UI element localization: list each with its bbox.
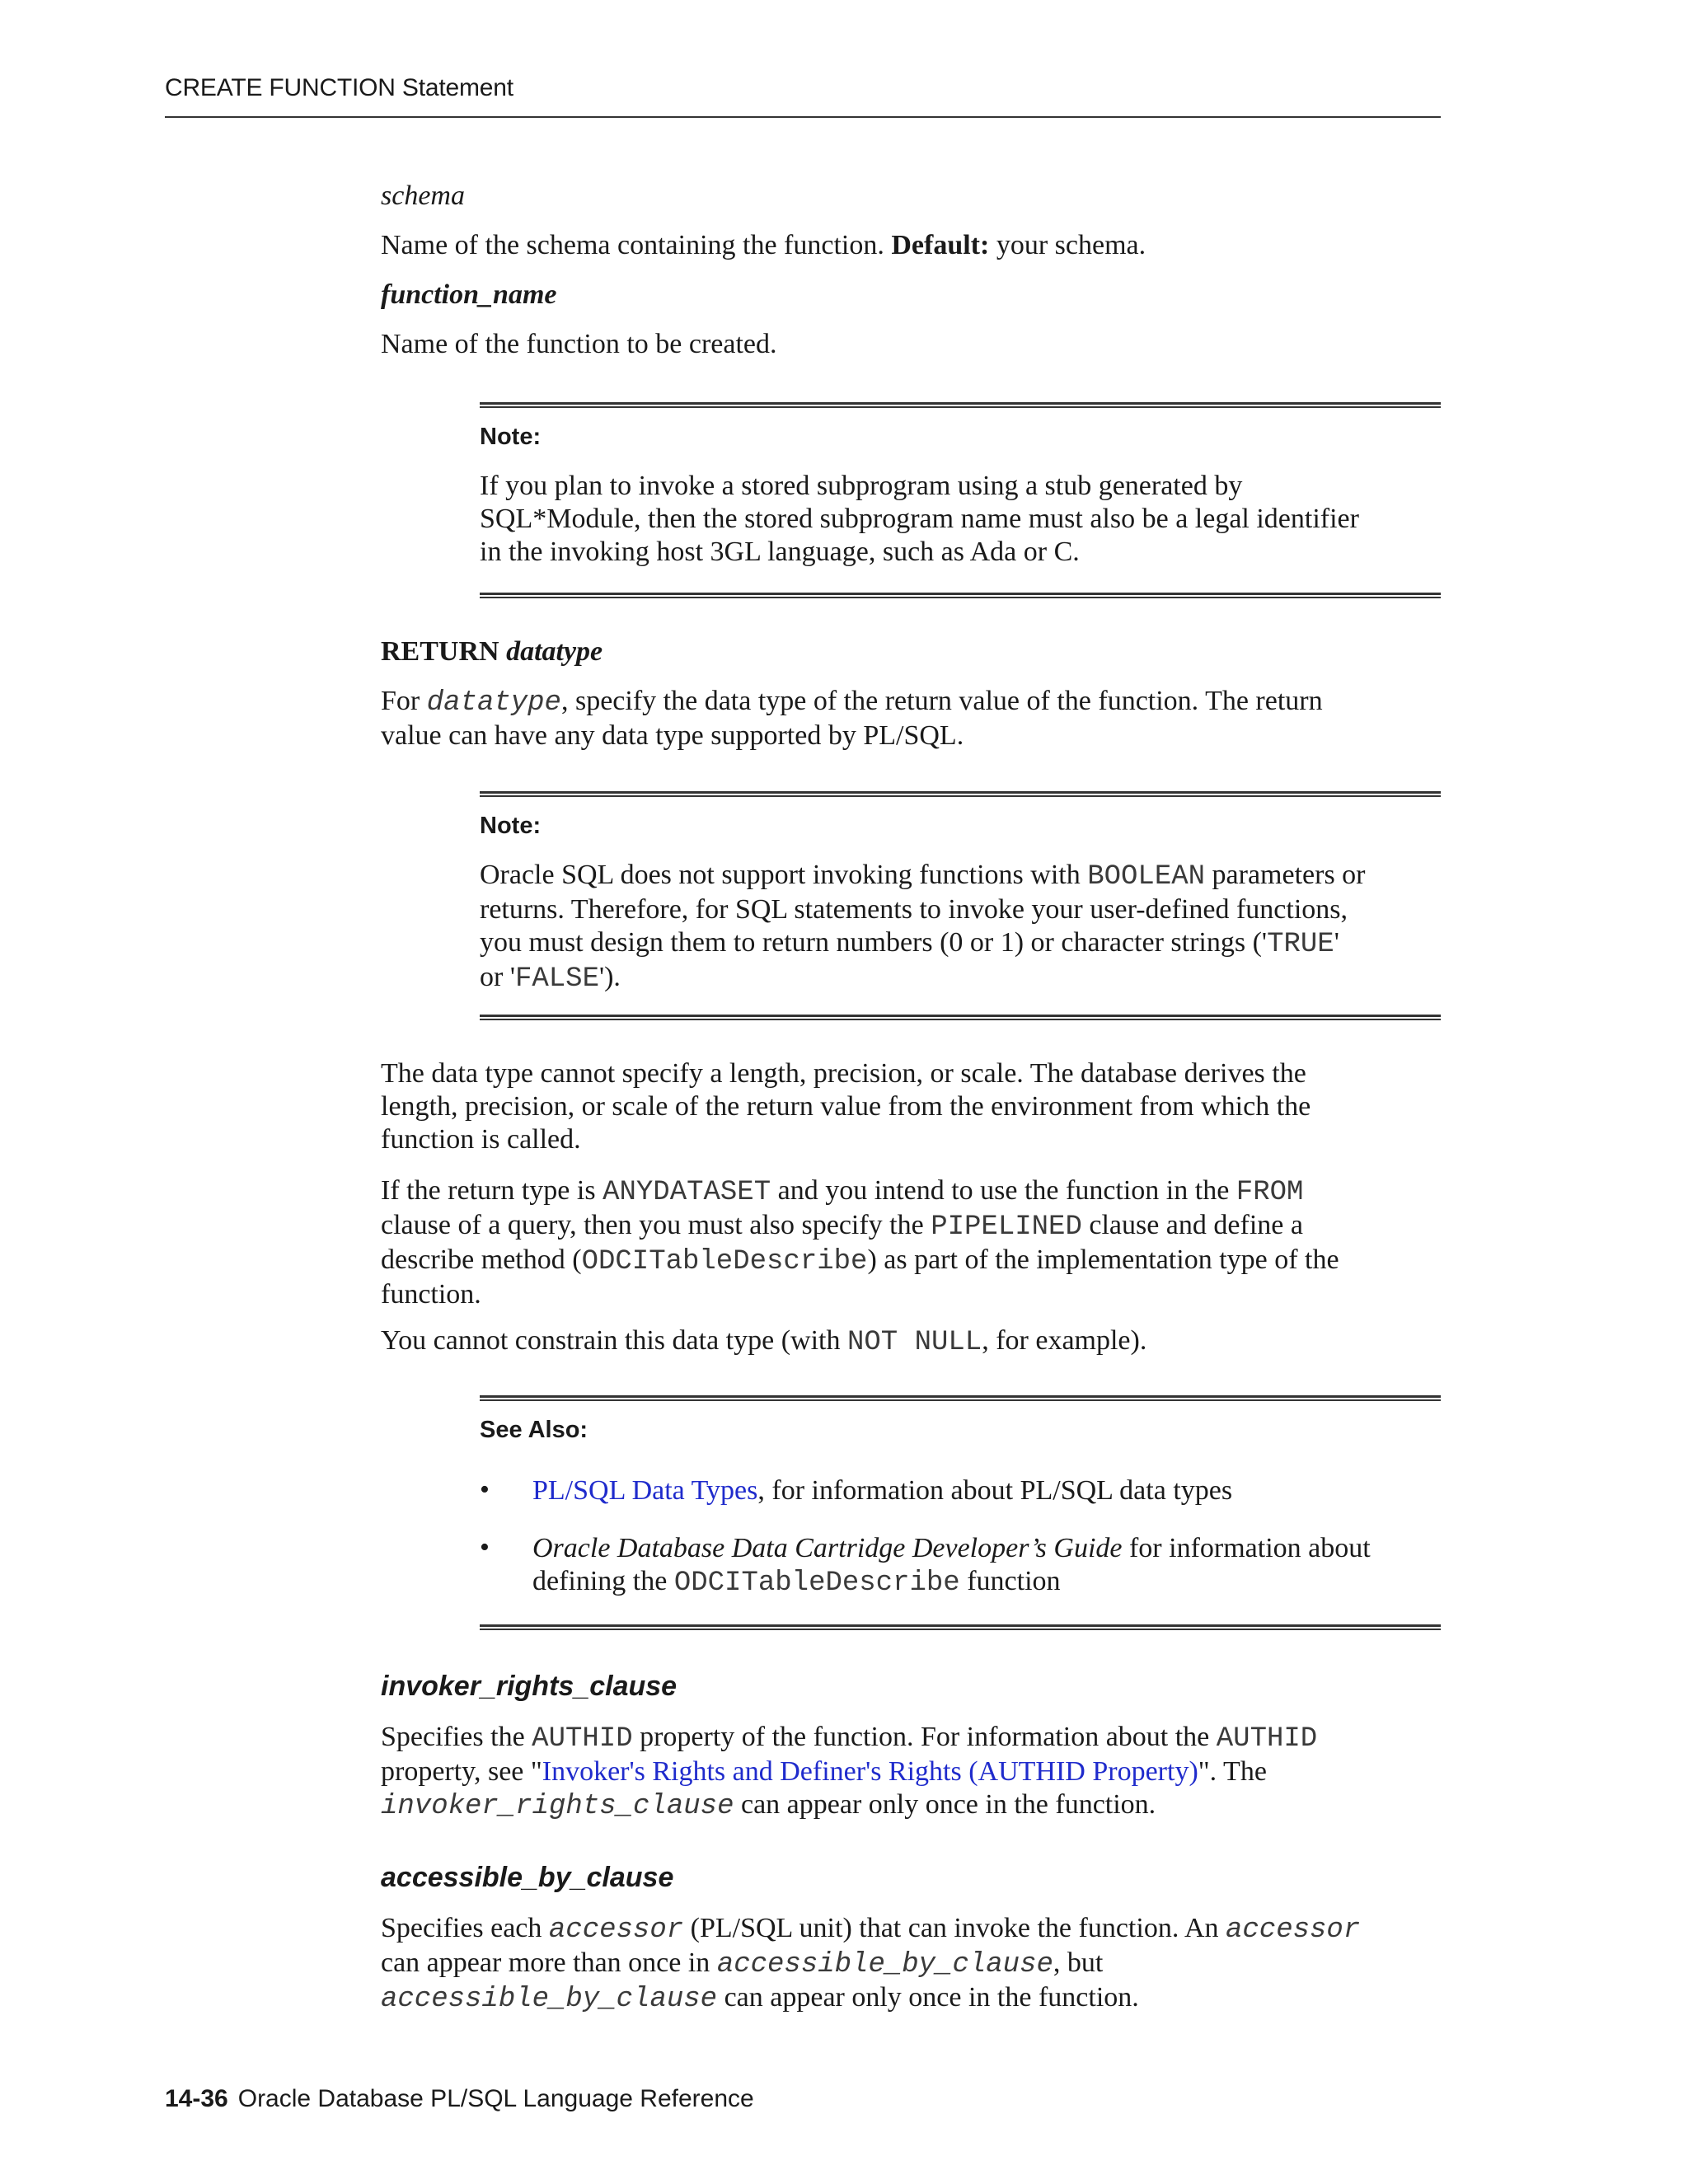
- return-datatype-heading: [381, 635, 1441, 668]
- accessible-by-paragraph: [381, 1912, 1441, 2016]
- para-line: The data type cannot specify a length, precision, or scale. The database derives the: [381, 1058, 1306, 1089]
- text-span: Specifies the: [381, 1722, 525, 1752]
- return-desc-line-2: value can have any data type supported by PL/SQL.: [381, 720, 964, 751]
- see-also-item-2-line-1: [532, 1532, 1439, 1565]
- code-anydataset: ANYDATASET: [603, 1177, 771, 1208]
- text-span: clause of a query, then you must also specify the: [381, 1210, 924, 1240]
- note-box-boolean: [480, 791, 1441, 1022]
- see-also-bottom-rule: [480, 1624, 1441, 1630]
- text-span: can appear only once in the function.: [724, 1982, 1139, 2013]
- note-title: Note:: [480, 424, 542, 450]
- text-span: you must design them to return numbers (0 or 1) or character strings (': [480, 927, 1268, 958]
- text-span: If the return type is: [381, 1175, 596, 1206]
- book-title: Oracle Database Data Cartridge Developer’s Guide: [532, 1533, 1123, 1563]
- code-from: FROM: [1236, 1177, 1304, 1208]
- note-line: If you plan to invoke a stored subprogram using a stub generated by: [480, 471, 1243, 501]
- para-line: [381, 1721, 1441, 1755]
- note-line: [480, 859, 1441, 893]
- bullet-1: •: [480, 1474, 490, 1505]
- code-datatype: datatype: [426, 687, 561, 719]
- text-span: for information about: [1128, 1533, 1371, 1563]
- text-span: can appear only once in the function.: [740, 1789, 1156, 1820]
- code-authid: AUTHID: [1216, 1723, 1318, 1755]
- note-top-rule: [480, 402, 1441, 408]
- plsql-data-types-link[interactable]: PL/SQL Data Types: [532, 1475, 758, 1506]
- note-line: in the invoking host 3GL language, such as Ada or C.: [480, 537, 1080, 567]
- text-span: ': [1334, 927, 1339, 958]
- code-pipelined: PIPELINED: [931, 1212, 1082, 1243]
- text-span: You cannot constrain this data type (with: [381, 1325, 841, 1356]
- note-title: Note:: [480, 813, 542, 839]
- return-description: [381, 685, 1441, 752]
- invoker-rights-clause-heading: invoker_rights_clause: [381, 1671, 678, 1702]
- note-line: SQL*Module, then the stored subprogram name must also be a legal identifier: [480, 504, 1359, 534]
- term-function-name: function_name: [381, 279, 557, 310]
- schema-description: [381, 229, 1441, 262]
- para-line: [381, 1947, 1441, 1981]
- note-line: returns. Therefore, for SQL statements to invoke your user-defined functions,: [480, 894, 1348, 925]
- para-line: function is called.: [381, 1124, 581, 1155]
- note-box-identifier: [480, 402, 1441, 600]
- text-span: property of the function. For information about the: [640, 1722, 1210, 1752]
- para-line: function.: [381, 1279, 481, 1310]
- code-invoker-rights-clause: invoker_rights_clause: [381, 1791, 734, 1822]
- code-accessor: accessor: [1226, 1915, 1361, 1946]
- text-span: ) as part of the implementation type of the: [867, 1244, 1339, 1275]
- note-text: [480, 859, 1441, 996]
- para-line: [381, 1244, 1441, 1278]
- note-bottom-rule: [480, 1015, 1441, 1020]
- accessible-by-clause-heading: accessible_by_clause: [381, 1862, 674, 1893]
- see-also-top-rule: [480, 1395, 1441, 1401]
- default-label: Default:: [891, 230, 990, 260]
- text-span: , but: [1053, 1947, 1104, 1978]
- datatype-restriction-paragraph: [381, 1057, 1441, 1156]
- book-title-footer: Oracle Database PL/SQL Language Reference: [237, 2085, 754, 2112]
- text-span: parameters or: [1212, 860, 1366, 890]
- text-span: can appear more than once in: [381, 1947, 710, 1978]
- code-boolean: BOOLEAN: [1087, 861, 1206, 893]
- datatype-term: datatype: [506, 636, 603, 667]
- text-span: and you intend to use the function in the: [777, 1175, 1230, 1206]
- text-span: ').: [598, 962, 621, 992]
- header-rule: [165, 116, 1441, 118]
- text-span: (PL/SQL unit) that can invoke the function. An: [690, 1913, 1219, 1943]
- text-span: describe method (: [381, 1244, 582, 1275]
- note-bottom-rule: [480, 593, 1441, 598]
- para-line: [381, 1912, 1441, 1947]
- para-line: [381, 1981, 1441, 2016]
- para-line: [381, 1174, 1441, 1209]
- invoker-rights-paragraph: [381, 1721, 1441, 1823]
- text-span: Specifies each: [381, 1913, 542, 1943]
- note-text: [480, 470, 1441, 569]
- text-span: function: [967, 1566, 1061, 1596]
- return-desc-line-1: [381, 685, 1441, 719]
- para-line: [381, 1209, 1441, 1244]
- schema-desc-text: Name of the schema containing the function.: [381, 230, 884, 260]
- text-span: For: [381, 686, 420, 716]
- text-span: clause and define a: [1089, 1210, 1303, 1240]
- code-accessor: accessor: [548, 1915, 684, 1946]
- schema-default-value: your schema.: [996, 230, 1146, 260]
- text-span: , specify the data type of the return value of the function. The return: [560, 686, 1323, 716]
- see-also-box: [480, 1395, 1441, 1632]
- text-span: or ': [480, 962, 515, 992]
- note-line: [480, 926, 1441, 961]
- bullet-2: •: [480, 1532, 490, 1563]
- invokers-rights-link[interactable]: Invoker's Rights and Definer's Rights (AUTHID Property): [542, 1756, 1198, 1787]
- page-number: 14-36: [165, 2085, 228, 2112]
- para-line: [381, 1755, 1441, 1788]
- code-odcitabledescribe: ODCITableDescribe: [581, 1246, 868, 1277]
- note-line: [480, 961, 1441, 996]
- code-accessible-by-clause: accessible_by_clause: [716, 1949, 1053, 1980]
- para-line: length, precision, or scale of the return value from the environment from which the: [381, 1091, 1311, 1122]
- code-not-null: NOT NULL: [846, 1327, 982, 1358]
- see-also-item-2: [532, 1532, 1439, 1600]
- text-span: , for example).: [982, 1325, 1147, 1356]
- page-footer: [165, 2085, 754, 2113]
- code-false: FALSE: [514, 963, 599, 995]
- code-accessible-by-clause: accessible_by_clause: [381, 1984, 718, 2015]
- text-span: defining the: [532, 1566, 668, 1596]
- text-span: , for information about PL/SQL data types: [757, 1475, 1233, 1506]
- return-keyword: RETURN: [381, 636, 499, 667]
- text-span: property, see ": [381, 1756, 542, 1787]
- code-authid: AUTHID: [532, 1723, 633, 1755]
- text-span: ". The: [1198, 1756, 1267, 1787]
- function-name-description: Name of the function to be created.: [381, 329, 777, 359]
- para-line: [381, 1788, 1441, 1823]
- text-span: Oracle SQL does not support invoking functions with: [480, 860, 1081, 890]
- code-true: TRUE: [1267, 929, 1334, 960]
- anydataset-paragraph: [381, 1174, 1441, 1311]
- running-header: CREATE FUNCTION Statement: [165, 74, 513, 101]
- constrain-paragraph: [381, 1324, 1441, 1359]
- see-also-title: See Also:: [480, 1417, 588, 1443]
- see-also-item-1: [532, 1474, 1439, 1507]
- see-also-item-2-line-2: [532, 1565, 1439, 1600]
- code-odcitabledescribe: ODCITableDescribe: [673, 1568, 960, 1599]
- term-schema: schema: [381, 180, 465, 211]
- note-top-rule: [480, 791, 1441, 797]
